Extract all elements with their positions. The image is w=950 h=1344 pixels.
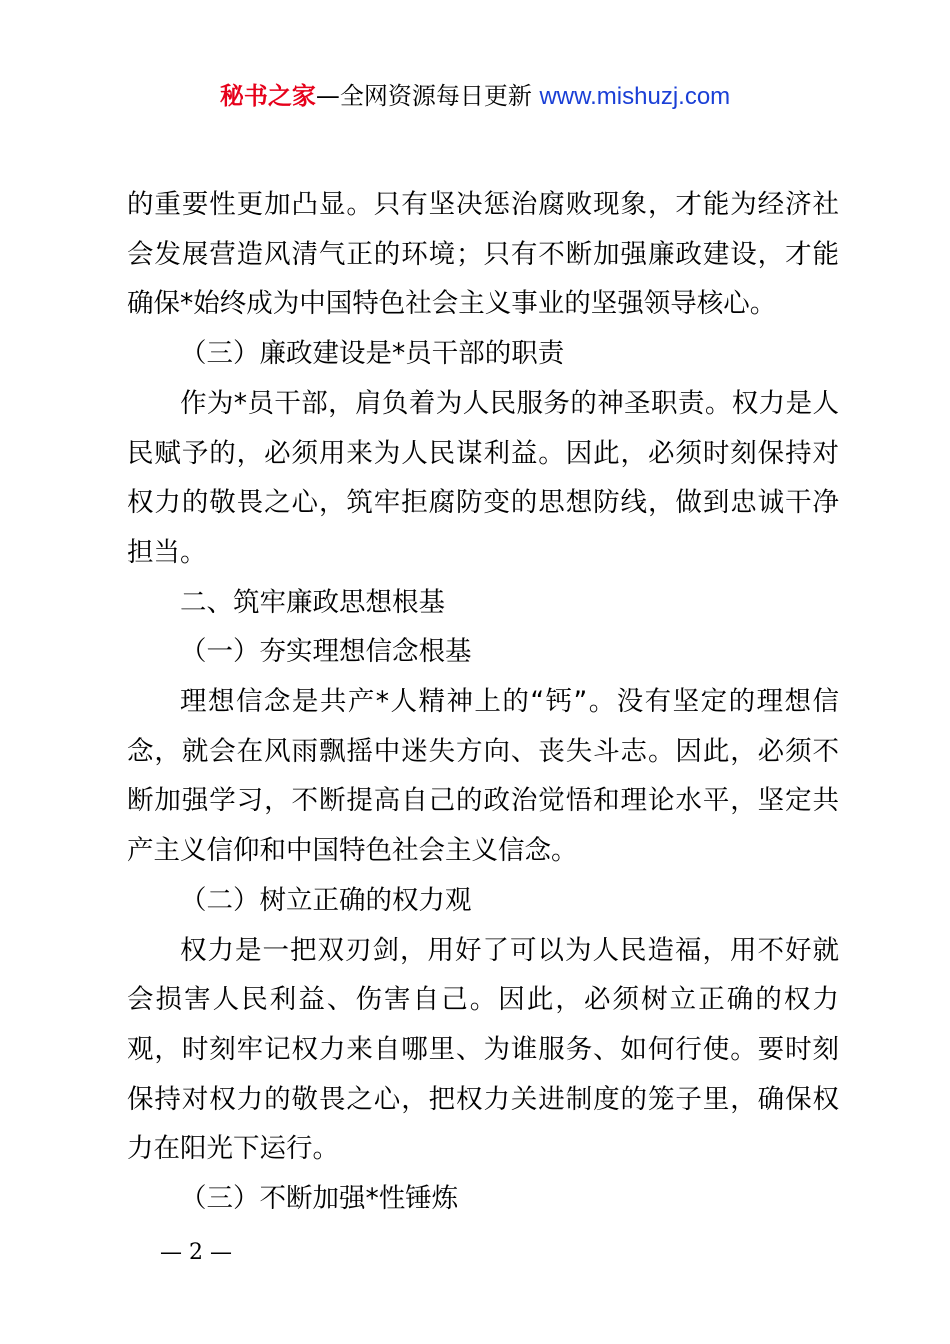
paragraph: 权力是一把双刃剑，用好了可以为人民造福，用不好就会损害人民利益、伤害自己。因此，必须树立正确的权力观，时刻牢记权力来自哪里、为谁服务、如何行使。要时刻保持对权力的敬畏之心，把权力关进制度的笼子里，确保权力在阳光下运行。 [127,934,839,1165]
subheading-view-of-power: （二）树立正确的权力观 [180,884,472,916]
site-header [0,80,950,113]
subheading-clean-governance-duty: （三）廉政建设是*员干部的职责 [180,338,565,370]
section-heading: 二、筑牢廉政思想根基 [180,586,445,618]
paragraph-continuation: 的重要性更加凸显。只有坚决惩治腐败现象，才能为经济社会发展营造风清气正的环境；只有不断加强廉政建设，才能确保*始终成为中国特色社会主义事业的坚强领导核心。 [127,189,839,320]
site-url-link[interactable]: www.mishuzj.com [539,83,731,110]
page-number: — 2 — [160,1240,232,1265]
document-body [127,180,839,1224]
site-brand: 秘书之家 [219,82,316,110]
site-tagline: —全网资源每日更新 [315,82,540,110]
paragraph: 理想信念是共产*人精神上的“钙”。没有坚定的理想信念，就会在风雨飘摇中迷失方向、丧失斗志。因此，必须不断加强学习，不断提高自己的政治觉悟和理论水平，坚定共产主义信仰和中国特色社会主义信念。 [127,686,839,867]
subheading-ideals-beliefs: （一）夯实理想信念根基 [180,636,472,668]
paragraph: 作为*员干部，肩负着为人民服务的神圣职责。权力是人民赋予的，必须用来为人民谋利益。因此，必须时刻保持对权力的敬畏之心，筑牢拒腐防变的思想防线，做到忠诚干净担当。 [127,387,839,568]
subheading-party-spirit: （三）不断加强*性锤炼 [180,1183,459,1215]
